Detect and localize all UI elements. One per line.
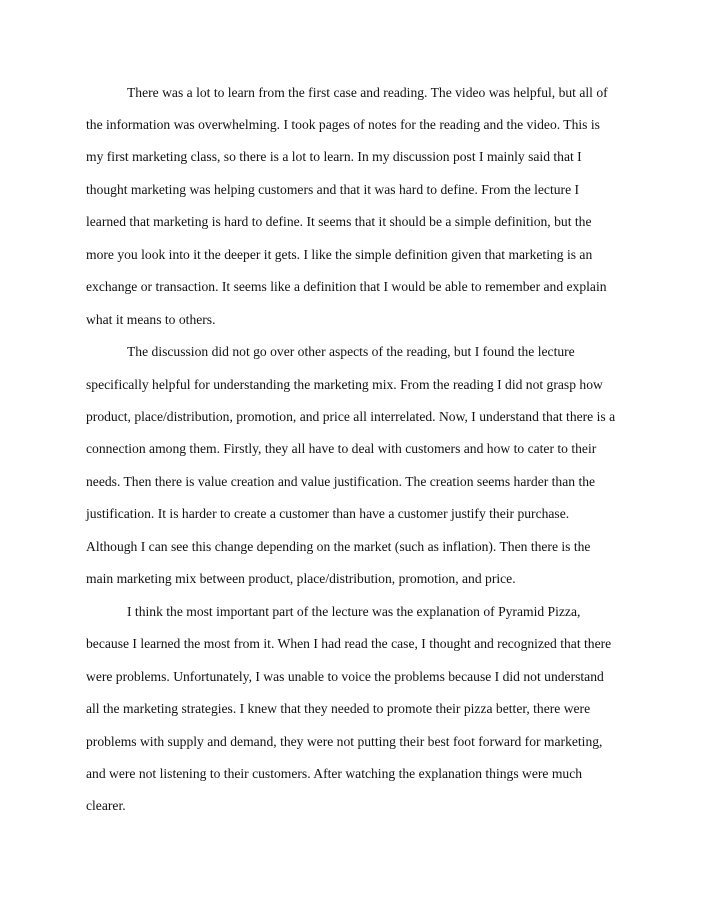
paragraph-line: I think the most important part of the lecture was the explanation of Pyramid Pizza, bbox=[127, 604, 581, 619]
paragraph-line: clearer. bbox=[86, 798, 126, 813]
paragraph-line: thought marketing was helping customers and that it was hard to define. From the lecture I bbox=[86, 182, 580, 197]
paragraph-line: There was a lot to learn from the first case and reading. The video was helpful, but all of bbox=[127, 85, 608, 100]
paragraph-line: The discussion did not go over other aspects of the reading, but I found the lecture bbox=[127, 344, 575, 359]
paragraph-line: what it means to others. bbox=[86, 312, 216, 327]
paragraph-line: justification. It is harder to create a customer than have a customer justify their purchase. bbox=[86, 506, 570, 521]
paragraph-line: specifically helpful for understanding the marketing mix. From the reading I did not grasp how bbox=[86, 377, 603, 392]
paragraph-line: my first marketing class, so there is a lot to learn. In my discussion post I mainly said that I bbox=[86, 149, 582, 164]
paragraph-line: connection among them. Firstly, they all have to deal with customers and how to cater to their bbox=[86, 441, 597, 456]
paragraph-line: because I learned the most from it. When I had read the case, I thought and recognized that there bbox=[86, 636, 612, 651]
paragraph-line: more you look into it the deeper it gets. I like the simple definition given that marketing is an bbox=[86, 247, 593, 262]
paragraph-line: product, place/distribution, promotion, and price all interrelated. Now, I understand that there is a bbox=[86, 409, 616, 424]
paragraph-line: all the marketing strategies. I knew that they needed to promote their pizza better, there were bbox=[86, 701, 591, 716]
paragraph-line: needs. Then there is value creation and value justification. The creation seems harder than the bbox=[86, 474, 596, 489]
paragraph-line: and were not listening to their customers. After watching the explanation things were much bbox=[86, 766, 583, 781]
paragraph-line: exchange or transaction. It seems like a definition that I would be able to remember and explain bbox=[86, 279, 607, 294]
paragraph-line: problems with supply and demand, they were not putting their best foot forward for marketing, bbox=[86, 734, 603, 749]
paragraph-line: Although I can see this change depending on the market (such as inflation). Then there is the bbox=[86, 539, 591, 554]
paragraph-line: were problems. Unfortunately, I was unable to voice the problems because I did not understand bbox=[86, 669, 604, 684]
paragraph-line: learned that marketing is hard to define. It seems that it should be a simple definition, but the bbox=[86, 214, 592, 229]
paragraph-line: the information was overwhelming. I took pages of notes for the reading and the video. This is bbox=[86, 117, 600, 132]
paragraph-line: main marketing mix between product, place/distribution, promotion, and price. bbox=[86, 571, 516, 586]
